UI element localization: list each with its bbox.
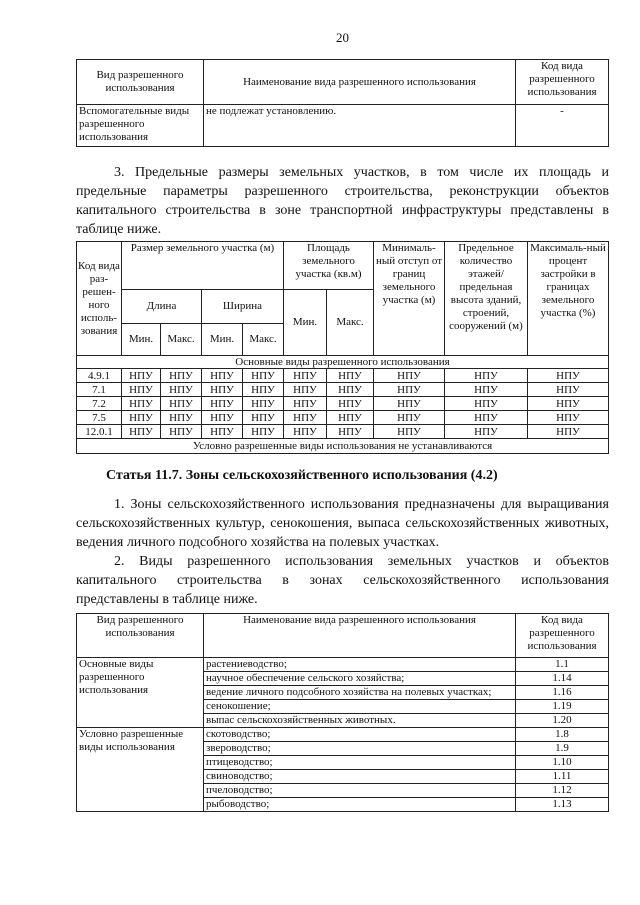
value-cell: НПУ [445,397,528,411]
header-code: Код вида раз-решен-ного исполь-зования [77,242,122,356]
cell: Вспомогательные виды разрешенного использования [77,105,204,147]
header-cell: Код вида разрешенного использования [516,60,609,105]
cell: не подлежат установлению. [204,105,516,147]
value-cell: НПУ [202,369,243,383]
value-cell: НПУ [202,425,243,439]
group-label: Основные виды разрешенного использования [77,658,204,728]
value-cell: НПУ [445,411,528,425]
value-cell: НПУ [445,369,528,383]
value-cell: НПУ [374,383,445,397]
value-cell: НПУ [327,397,374,411]
code-cell: 4.9.1 [77,369,122,383]
header-setback: Минималь-ный отступ от границ земельного участка (м) [374,242,445,356]
header-cell: Наименование вида разрешенного использования [204,60,516,105]
value-cell: НПУ [284,383,327,397]
value-cell: НПУ [202,383,243,397]
use-name: птицеводство; [204,756,516,770]
value-cell: НПУ [243,411,284,425]
use-code: 1.11 [516,770,609,784]
value-cell: НПУ [122,411,161,425]
header-size: Размер земельного участка (м) [122,242,284,290]
header-area: Площадь земельного участка (кв.м) [284,242,374,290]
use-code: 1.9 [516,742,609,756]
use-name: выпас сельскохозяйственных животных. [204,714,516,728]
use-code: 1.19 [516,700,609,714]
value-cell: НПУ [374,369,445,383]
paragraph-3: 3. Предельные размеры земельных участков, в том числе их площадь и предельные параметры разрешенного строительства, реконструкции объектов капитального строительства в зоне транспортной инфраструктуры представлены в таблице ниже. [76,165,609,237]
table-row [77,658,609,672]
header-cell: Вид разрешенного использования [77,60,204,105]
table-row [77,383,609,397]
paragraph-1: 1. Зоны сельскохозяйственного использования предназначены для выращивания сельскохозяйственных культур, сенокошения, выпаса сельскохозяйственных животных, ведения личного подсобного хозяйства на полевых участках. [76,497,609,550]
header-cell: Код вида разрешенного использования [516,614,609,658]
value-cell: НПУ [161,397,202,411]
header-floors: Предельное количество этажей/ предельная высота зданий, строений, сооружений (м) [445,242,528,356]
value-cell: НПУ [374,411,445,425]
value-cell: НПУ [202,397,243,411]
use-code: 1.12 [516,784,609,798]
value-cell: НПУ [243,397,284,411]
code-cell: 7.1 [77,383,122,397]
value-cell: НПУ [243,369,284,383]
value-cell: НПУ [122,425,161,439]
header-width-min: Мин. [202,324,243,356]
table-row [77,425,609,439]
header-percent: Максималь-ный процент застройки в границах земельного участка (%) [528,242,609,356]
paragraph-2: 2. Виды разрешенного использования земельных участков и объектов капитального строительства в зонах сельскохозяйственного использования представлены в таблице ниже. [76,554,609,607]
value-cell: НПУ [202,411,243,425]
use-name: растениеводство; [204,658,516,672]
value-cell: НПУ [161,411,202,425]
use-name: ведение личного подсобного хозяйства на полевых участках; [204,686,516,700]
page-number: 20 [336,30,349,45]
value-cell: НПУ [528,397,609,411]
cell: - [516,105,609,147]
use-name: сенокошение; [204,700,516,714]
value-cell: НПУ [161,383,202,397]
article-heading: Статья 11.7. Зоны сельскохозяйственного использования (4.2) [106,468,498,483]
header-width: Ширина [202,290,284,324]
value-cell: НПУ [122,369,161,383]
value-cell: НПУ [327,383,374,397]
table-row [77,397,609,411]
value-cell: НПУ [327,369,374,383]
use-name: свиноводство; [204,770,516,784]
use-code: 1.10 [516,756,609,770]
value-cell: НПУ [528,383,609,397]
table-parameters [76,241,609,454]
section-conditional: Условно разрешенные виды использования не устанавливаются [77,439,609,454]
table-auxiliary-uses [76,59,609,147]
use-code: 1.20 [516,714,609,728]
use-name: научное обеспечение сельского хозяйства; [204,672,516,686]
value-cell: НПУ [528,411,609,425]
value-cell: НПУ [243,383,284,397]
header-cell: Наименование вида разрешенного использования [204,614,516,658]
header-length-max: Макс. [161,324,202,356]
value-cell: НПУ [161,425,202,439]
code-cell: 12.0.1 [77,425,122,439]
use-code: 1.14 [516,672,609,686]
use-name: пчеловодство; [204,784,516,798]
value-cell: НПУ [243,425,284,439]
header-width-max: Макс. [243,324,284,356]
value-cell: НПУ [374,425,445,439]
use-code: 1.16 [516,686,609,700]
header-area-min: Мин. [284,290,327,356]
code-cell: 7.2 [77,397,122,411]
value-cell: НПУ [284,425,327,439]
value-cell: НПУ [528,369,609,383]
group-label: Условно разрешенные виды использования [77,728,204,812]
use-code: 1.13 [516,798,609,812]
value-cell: НПУ [327,425,374,439]
value-cell: НПУ [327,411,374,425]
value-cell: НПУ [122,397,161,411]
header-length: Длина [122,290,202,324]
use-name: рыбоводство; [204,798,516,812]
value-cell: НПУ [284,397,327,411]
code-cell: 7.5 [77,411,122,425]
section-main: Основные виды разрешенного использования [77,356,609,369]
value-cell: НПУ [445,383,528,397]
table-row [77,728,609,742]
value-cell: НПУ [445,425,528,439]
use-name: скотоводство; [204,728,516,742]
header-area-max: Макс. [327,290,374,356]
use-code: 1.1 [516,658,609,672]
value-cell: НПУ [284,369,327,383]
value-cell: НПУ [528,425,609,439]
table-row [77,411,609,425]
table-agricultural-uses [76,613,609,812]
value-cell: НПУ [374,397,445,411]
header-cell: Вид разрешенного использования [77,614,204,658]
value-cell: НПУ [284,411,327,425]
header-length-min: Мин. [122,324,161,356]
value-cell: НПУ [122,383,161,397]
table-row [77,369,609,383]
value-cell: НПУ [161,369,202,383]
use-name: звероводство; [204,742,516,756]
use-code: 1.8 [516,728,609,742]
